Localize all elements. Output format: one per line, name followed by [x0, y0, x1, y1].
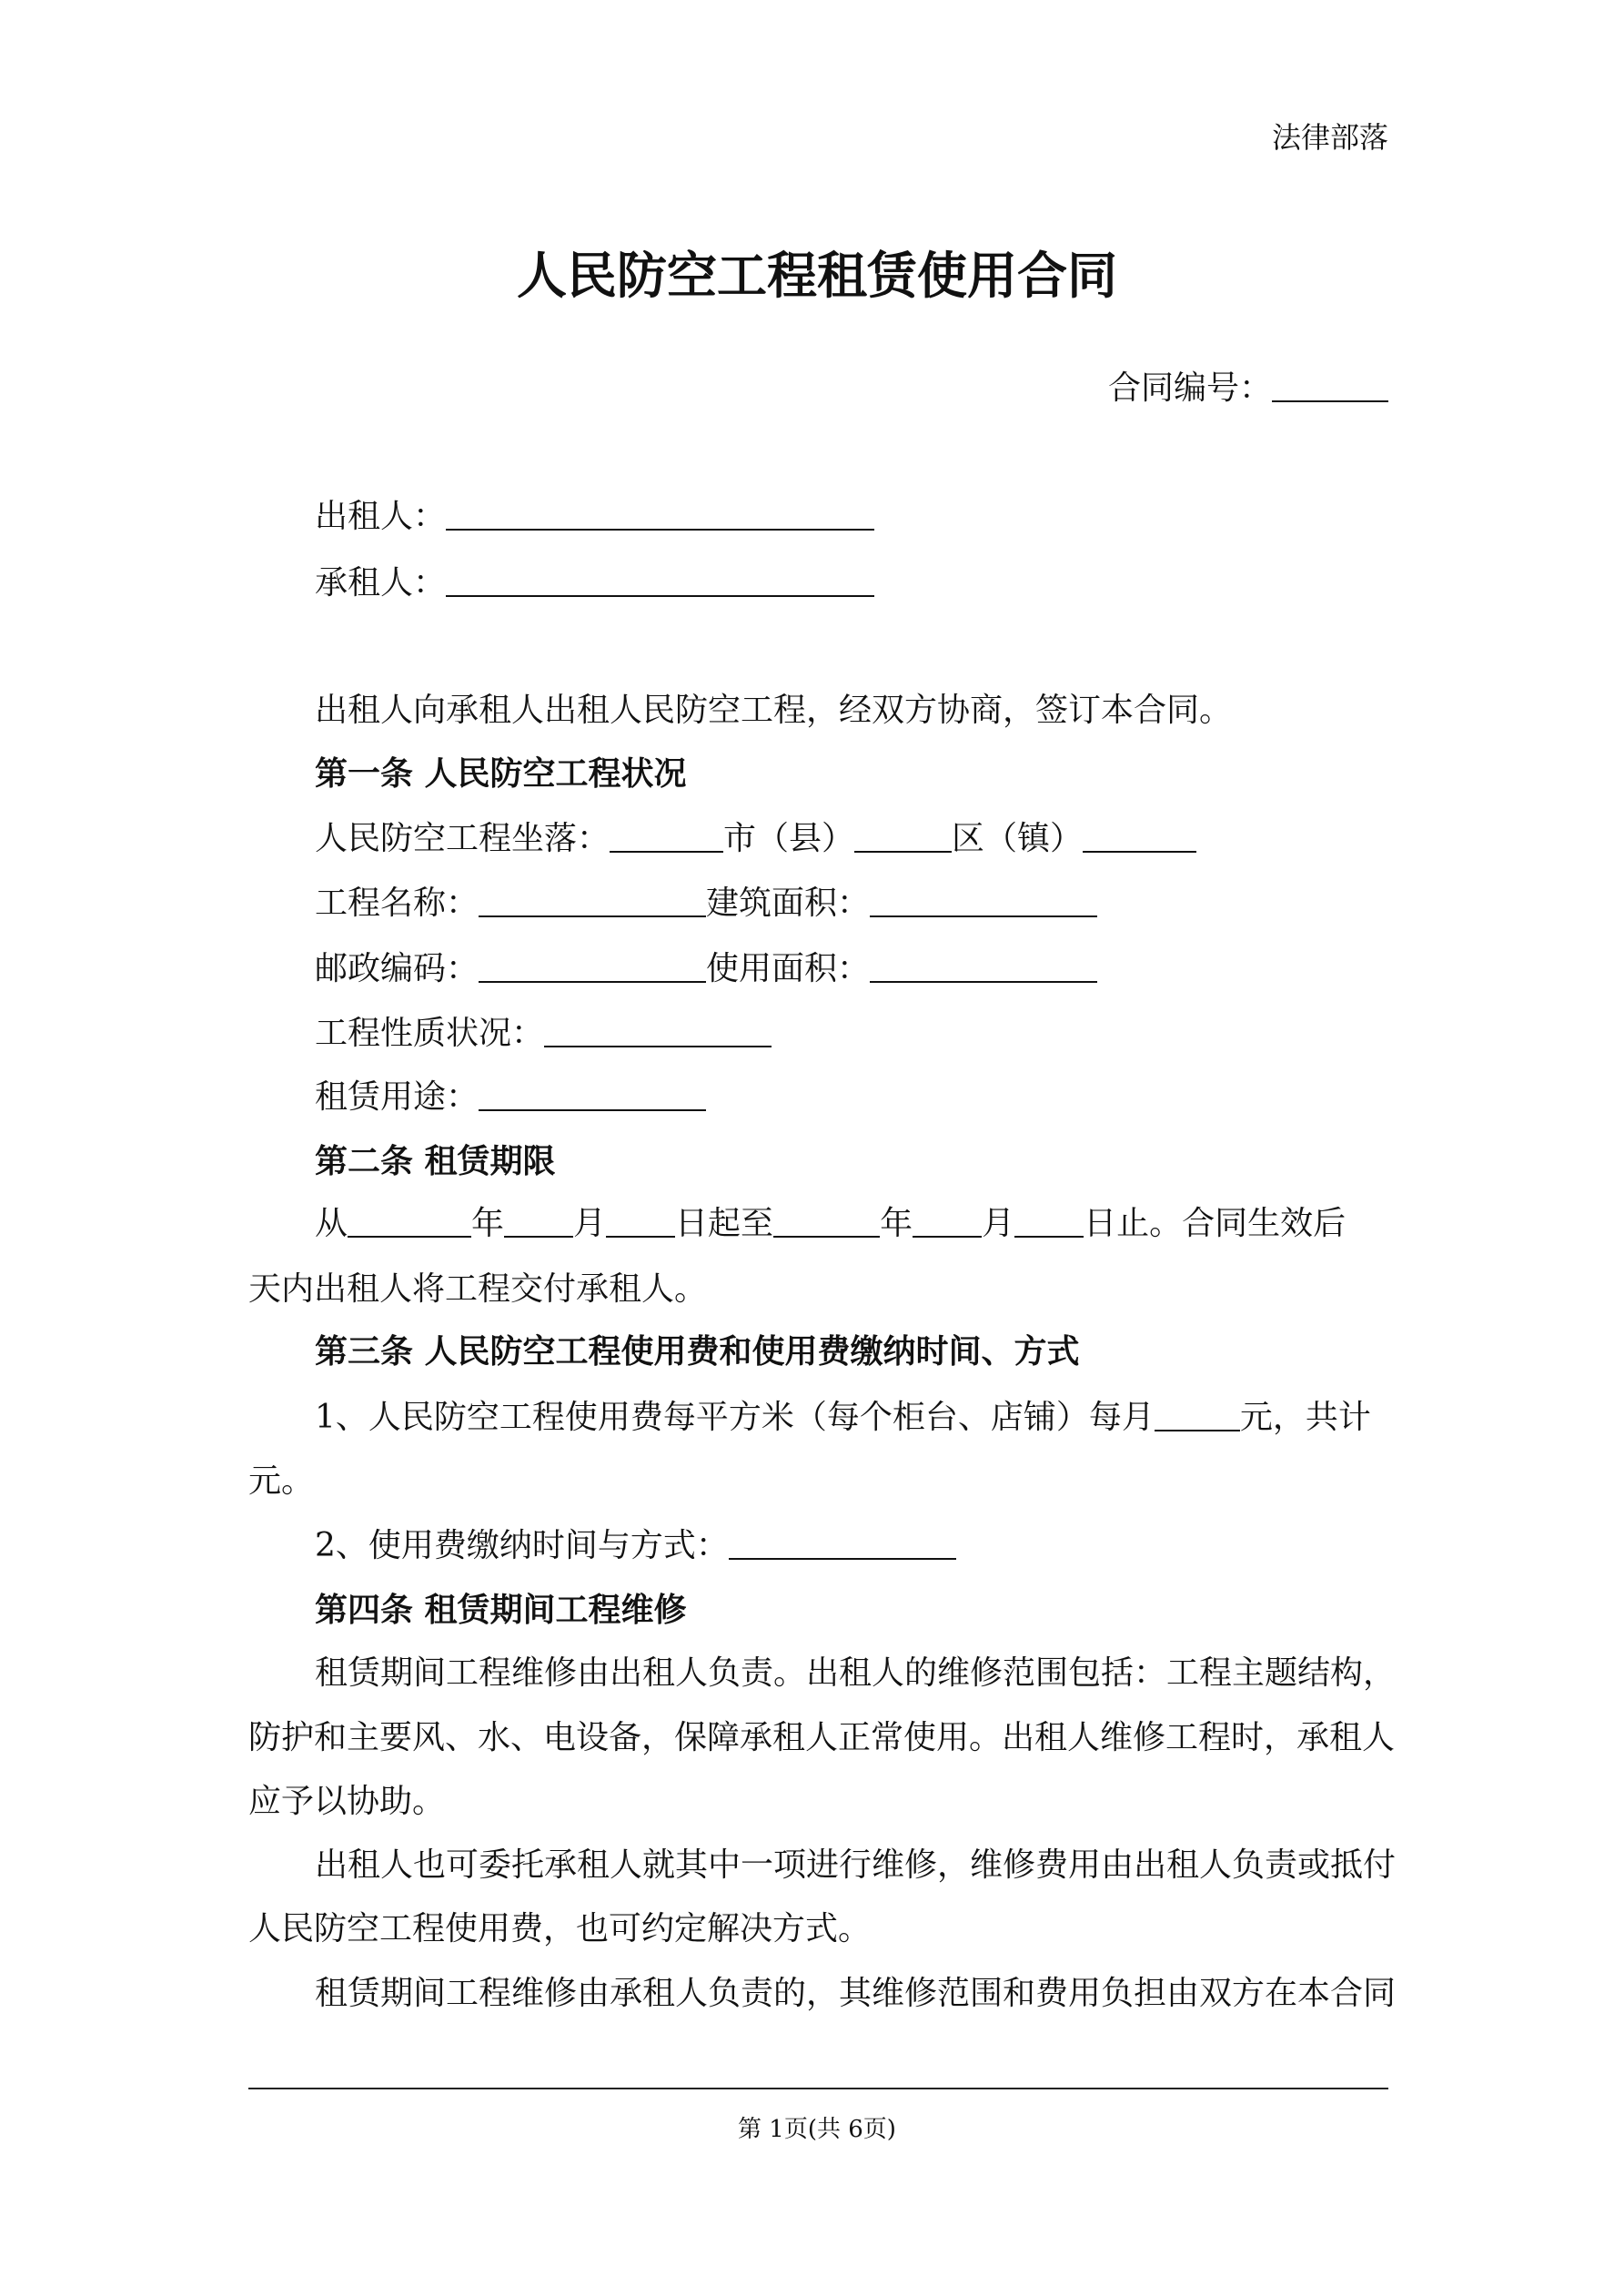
postcode-line [315, 946, 1097, 992]
article-3-heading: 第三条 人民防空工程使用费和使用费缴纳时间、方式 [315, 1332, 1080, 1371]
blank [606, 1203, 675, 1238]
article-4-heading: 第四条 租赁期间工程维修 [315, 1591, 687, 1629]
blank [479, 948, 706, 983]
contract-number-blank [1272, 368, 1388, 402]
paragraph-line: 应予以协助。 [248, 1783, 446, 1820]
page-title: 人民防空工程租赁使用合同 [516, 246, 1117, 305]
text: 从 [315, 1205, 348, 1242]
purpose-label: 租赁用途： [315, 1078, 479, 1116]
blank [870, 883, 1097, 917]
text: 年 [471, 1205, 505, 1242]
article-2-heading: 第二条 租赁期限 [315, 1142, 556, 1180]
location-label: 人民防空工程坐落： [315, 820, 610, 857]
blank [1014, 1203, 1084, 1238]
text: 日止。合同生效后 [1084, 1205, 1347, 1242]
text: 月 [573, 1205, 607, 1242]
text: 日起至 [675, 1205, 774, 1242]
lessor-line [315, 494, 874, 540]
city-label: 市（县） [723, 820, 855, 857]
district-label: 区（镇） [952, 820, 1084, 857]
footer-divider [248, 2088, 1388, 2089]
blank [544, 1013, 772, 1047]
lessor-label: 出租人： [315, 498, 447, 535]
blank [870, 948, 1097, 983]
fee-item-1-cont: 元。 [248, 1462, 315, 1500]
blank [773, 1203, 880, 1238]
paragraph-line: 人民防空工程使用费，也可约定解决方式。 [248, 1910, 872, 1947]
blank [854, 818, 952, 853]
term-line-2: 天内出租人将工程交付承租人。 [248, 1270, 708, 1308]
intro-paragraph: 出租人向承租人出租人民防空工程，经双方协商，签订本合同。 [315, 692, 1233, 729]
contract-number [1108, 366, 1388, 411]
text: 元，共计 [1239, 1399, 1371, 1436]
purpose-line [315, 1075, 706, 1120]
blank [1083, 818, 1196, 853]
brand-label: 法律部落 [1271, 120, 1388, 155]
blank [348, 1203, 471, 1238]
nature-line [315, 1011, 772, 1057]
lessee-label: 承租人： [315, 564, 447, 602]
paragraph-line: 出租人也可委托承租人就其中一项进行维修，维修费用由出租人负责或抵付 [315, 1846, 1397, 1884]
article-1-heading: 第一条 人民防空工程状况 [315, 754, 687, 793]
name-area-line [315, 881, 1097, 926]
fee-item-1 [315, 1395, 1371, 1441]
blank [479, 883, 706, 917]
nature-label: 工程性质状况： [315, 1015, 545, 1052]
blank [729, 1525, 956, 1560]
text: 2、使用费缴纳时间与方式： [315, 1527, 729, 1564]
text: 1、人民防空工程使用费每平方米（每个柜台、店铺）每月 [315, 1399, 1155, 1436]
term-line [315, 1201, 1346, 1247]
contract-number-label: 合同编号： [1107, 369, 1272, 407]
paragraph-line: 租赁期间工程维修由出租人负责。出租人的维修范围包括：工程主题结构， [315, 1654, 1397, 1692]
blank [913, 1203, 982, 1238]
lessee-line [315, 561, 874, 606]
blank [504, 1203, 573, 1238]
blank [479, 1077, 706, 1111]
lessor-blank [446, 496, 874, 531]
fee-item-2 [315, 1523, 956, 1569]
blank [1155, 1397, 1240, 1431]
postcode-label: 邮政编码： [315, 950, 479, 987]
text: 月 [982, 1205, 1015, 1242]
lessee-blank [446, 562, 874, 597]
text: 年 [880, 1205, 913, 1242]
paragraph-line: 防护和主要风、水、电设备，保障承租人正常使用。出租人维修工程时，承租人 [248, 1719, 1396, 1756]
use-area-label: 使用面积： [706, 950, 871, 987]
page-number: 第 1页(共 6页) [738, 2116, 896, 2143]
blank [610, 818, 723, 853]
location-line [315, 816, 1196, 862]
building-area-label: 建筑面积： [706, 885, 871, 922]
project-name-label: 工程名称： [315, 885, 479, 922]
paragraph-line: 租赁期间工程维修由承租人负责的，其维修范围和费用负担由双方在本合同 [315, 1975, 1397, 2012]
